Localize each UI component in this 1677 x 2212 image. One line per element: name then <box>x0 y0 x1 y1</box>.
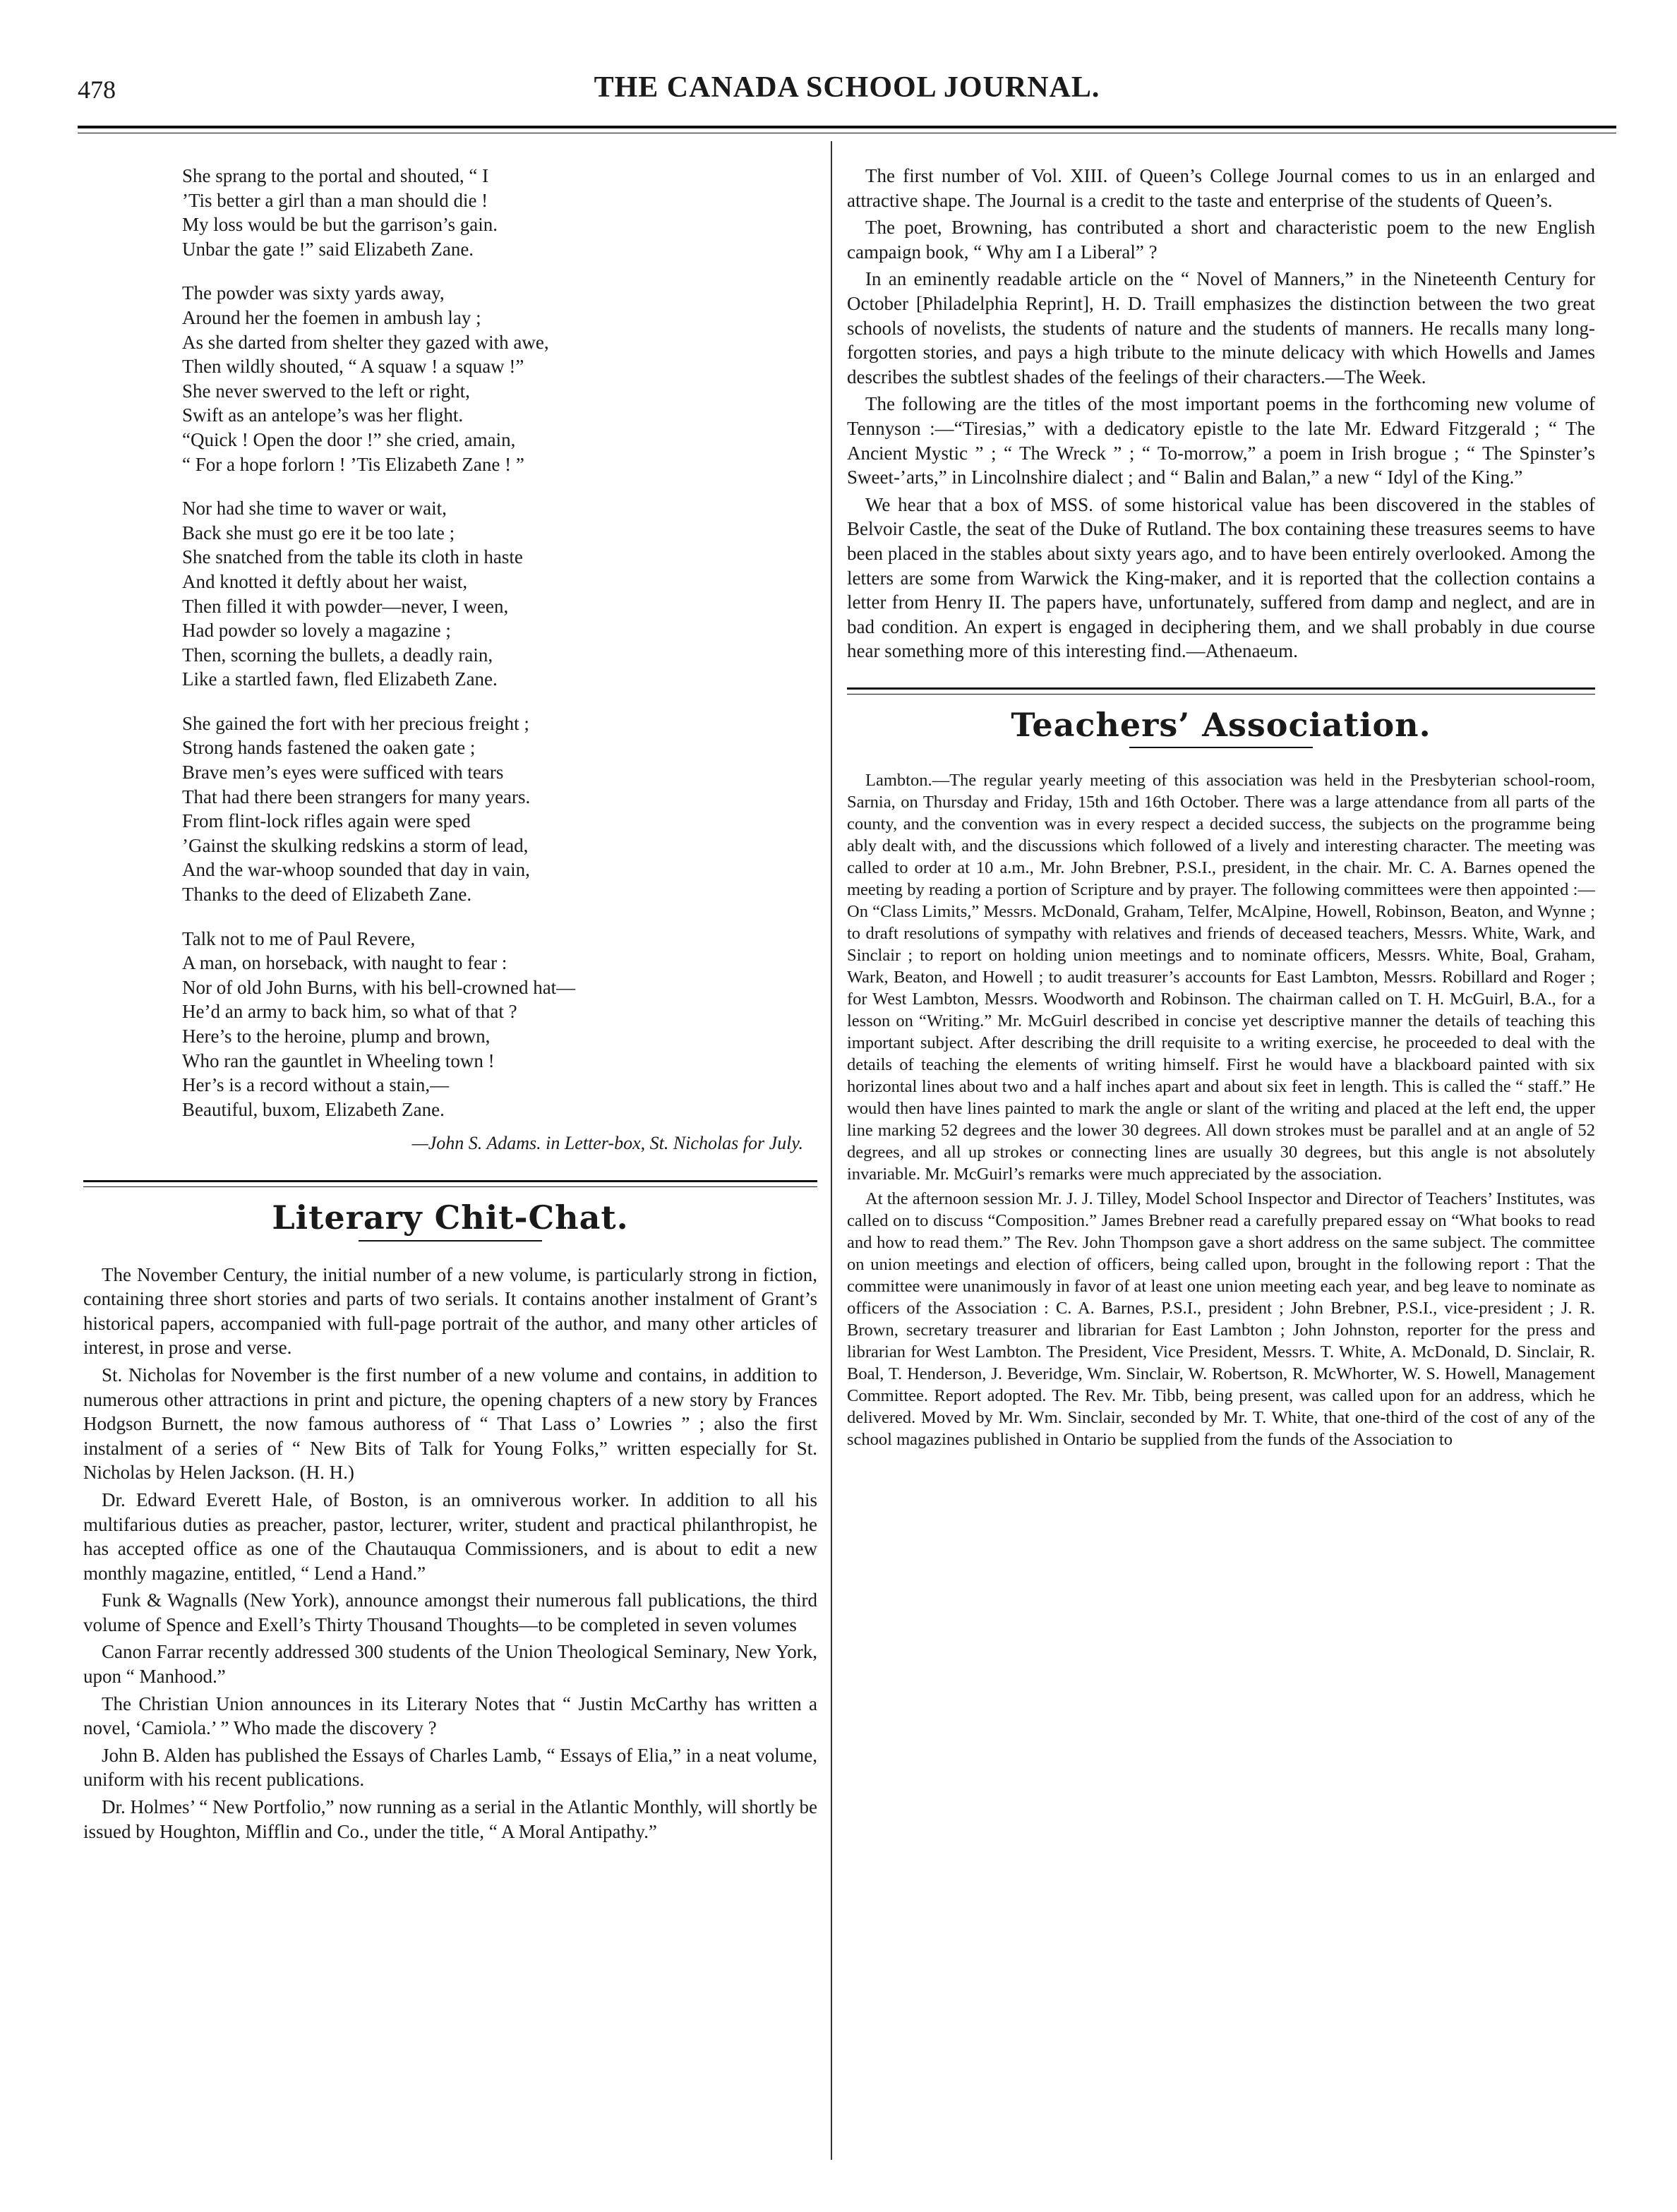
poem-line: The powder was sixty yards away, <box>182 282 445 304</box>
poem-stanza <box>182 164 817 261</box>
right-column <box>847 164 1595 1453</box>
title-underline <box>359 1240 542 1242</box>
poem-line: A man, on horseback, with naught to fear : <box>182 952 507 974</box>
note-paragraph: In an eminently readable article on the “ Novel of Manners,” in the Nineteenth Century for October [Philadelphia Reprint], H. D. Traill emphasizes the distinction between the two great schools of novelists, the students of nature and the students of manners. He recalls many long-forgotten stories, and pays a high tribute to the minute delicacy with which Howells and James describes the subtlest shades of the feelings of their characters.—The Week. <box>847 268 1595 387</box>
poem-line: Then, scorning the bullets, a deadly rain, <box>182 644 493 666</box>
poem-line: Her’s is a record without a stain,— <box>182 1074 450 1096</box>
poem-line: Back she must go ere it be too late ; <box>182 522 455 543</box>
section-rule <box>83 1180 817 1182</box>
poem-line: From flint-lock rifles again were sped <box>182 810 471 832</box>
literary-paragraph: The November Century, the initial number of a new volume, is particularly strong in fiction, containing three short stories and parts of two serials. It contains another instalment of Grant’s historical papers, accompanied with full-page portrait of the author, and many other articles of interest, in prose and verse. <box>83 1263 817 1359</box>
poem-line: Had powder so lovely a magazine ; <box>182 620 451 642</box>
page-number: 478 <box>78 76 116 104</box>
poem <box>83 164 817 1156</box>
poem-line: As she darted from shelter they gazed with awe, <box>182 331 549 353</box>
poem-line: Who ran the gauntlet in Wheeling town ! <box>182 1050 495 1071</box>
poem-line: Unbar the gate !” said Elizabeth Zane. <box>182 238 474 260</box>
teachers-section-title: Teachers’ Association. <box>1011 705 1431 744</box>
poem-line: She gained the fort with her precious freight ; <box>182 712 529 734</box>
literary-paragraph: The Christian Union announces in its Literary Notes that “ Justin McCarthy has written a novel, ‘Camiola.’ ” Who made the discovery ? <box>83 1693 817 1739</box>
header-rule <box>78 126 1616 128</box>
literary-paragraph: John B. Alden has published the Essays of Charles Lamb, “ Essays of Elia,” in a neat volume, uniform with his recent publications. <box>83 1744 817 1791</box>
poem-credit: —John S. Adams. in Letter-box, St. Nicholas for July. <box>411 1133 803 1154</box>
poem-line: That had there been strangers for many years. <box>182 786 531 807</box>
poem-line: ’Gainst the skulking redskins a storm of lead, <box>182 834 529 856</box>
literary-paragraph: Funk & Wagnalls (New York), announce amongst their numerous fall publications, the third volume of Spence and Exell’s Thirty Thousand Thoughts—to be completed in seven volumes <box>83 1589 817 1635</box>
literary-paragraph: Dr. Edward Everett Hale, of Boston, is an omniverous worker. In addition to all his multifarious duties as preacher, pastor, lecturer, writer, student and practical philanthropist, he has accepted office as one of the Chautauqua Commissioners, and is about to edit a new monthly magazine, entitled, “ Lend a Hand.” <box>83 1489 817 1584</box>
poem-line: Beautiful, buxom, Elizabeth Zane. <box>182 1098 445 1120</box>
poem-line: She never swerved to the left or right, <box>182 380 470 402</box>
poem-line: Here’s to the heroine, plump and brown, <box>182 1026 491 1047</box>
note-paragraph: The first number of Vol. XIII. of Queen’s College Journal comes to us in an enlarged and attractive shape. The Journal is a credit to the taste and enterprise of the students of Queen’s. <box>847 165 1595 211</box>
poem-line: Talk not to me of Paul Revere, <box>182 927 416 949</box>
notes-section <box>847 164 1595 663</box>
note-paragraph: The poet, Browning, has contributed a short and characteristic poem to the new English campaign book, “ Why am I a Liberal” ? <box>847 217 1595 263</box>
poem-line: Swift as an antelope’s was her flight. <box>182 404 464 426</box>
poem-line: She snatched from the table its cloth in haste <box>182 546 523 568</box>
note-paragraph: The following are the titles of the most important poems in the forthcoming new volume of Tennyson :—“Tiresias,” with a dedicatory epistle to the late Mr. Edward Fitzgerald ; “ The Ancient Mystic ” ; “ The Wreck ” ; “ To-morrow,” a poem in Irish brogue ; “ The Spinster’s Sweet-’arts,” in Lincolnshire dialect ; and “ Balin and Balan,” a new “ Idyl of the King.” <box>847 393 1595 488</box>
poem-line: She sprang to the portal and shouted, “ I <box>182 165 489 186</box>
poem-line: Then filled it with powder—never, I ween, <box>182 595 509 617</box>
note-paragraph: We hear that a box of MSS. of some historical value has been discovered in the stables of Belvoir Castle, the seat of the Duke of Rutland. The box containing these treasures seems to have been placed in the stables about sixty years ago, and to have been entirely overlooked. Among the letters are some from Warwick the King-maker, and it is reported that the collection contains a letter from Henry II. The papers have, unfortunately, suffered from damp and neglect, and are in bad condition. An expert is engaged in deciphering them, and we shall probably in due course hear something more of this interesting find.—Athenaeum. <box>847 493 1595 662</box>
journal-title: THE CANADA SCHOOL JOURNAL. <box>594 71 1100 104</box>
page-header <box>78 71 1616 113</box>
literary-section <box>83 1263 817 1844</box>
poem-line: Strong hands fastened the oaken gate ; <box>182 737 476 759</box>
poem-line: He’d an army to back him, so what of that ? <box>182 1001 517 1023</box>
left-column <box>83 164 817 1846</box>
poem-line: And the war-whoop sounded that day in vain, <box>182 859 530 881</box>
literary-paragraph: Dr. Holmes’ “ New Portfolio,” now running as a serial in the Atlantic Monthly, will shortly be issued by Houghton, Mifflin and Co., under the title, “ A Moral Antipathy.” <box>83 1796 817 1842</box>
poem-line: Thanks to the deed of Elizabeth Zane. <box>182 884 472 906</box>
section-rule-thin <box>83 1186 817 1187</box>
literary-paragraph: Canon Farrar recently addressed 300 students of the Union Theological Seminary, New York, upon “ Manhood.” <box>83 1641 817 1688</box>
title-underline <box>1129 747 1313 748</box>
section-rule-thin <box>847 694 1595 695</box>
section-rule <box>847 687 1595 690</box>
poem-stanza <box>182 711 817 907</box>
poem-line: Nor of old John Burns, with his bell-crowned hat— <box>182 976 576 998</box>
poem-stanza <box>182 281 817 476</box>
poem-line: Around her the foemen in ambush lay ; <box>182 306 481 328</box>
poem-stanza <box>182 927 817 1122</box>
poem-line: Brave men’s eyes were sufficed with tears <box>182 762 504 783</box>
poem-line: ’Tis better a girl than a man should die ! <box>182 189 488 211</box>
teachers-section <box>847 769 1595 1450</box>
poem-line: Then wildly shouted, “ A squaw ! a squaw !” <box>182 356 524 378</box>
teachers-paragraph: At the afternoon session Mr. J. J. Tilley, Model School Inspector and Director of Teachers’ Institutes, was called on to discuss “Composition.” James Brebner read a carefully prepared essay on “What books to read and how to read them.” The Rev. John Thompson gave a short address on the same subject. The committee on union meetings and election of officers, being called upon, brought in the following report : That the committee were unanimously in favor of at least one union meeting each year, and beg leave to nominate as officers of the Association : C. A. Barnes, P.S.I., president ; John Brebner, P.S.I., vice-president ; J. R. Brown, secretary treasurer and librarian for East Lambton ; John Johnston, reporter for the press and librarian for West Lambton. The President, Vice President, Messrs. T. White, A. McDonald, D. Sinclair, R. Boal, T. Henderson, J. Beveridge, Wm. Sinclair, W. Robertson, R. McWhorter, W. S. Howell, Management Committee. Report adopted. The Rev. Mr. Tibb, being present, was called upon for an address, which he delivered. Moved by Mr. Wm. Sinclair, seconded by Mr. T. White, that one-third of the cost of any of the school magazines published in Ontario be supplied from the funds of the Association to <box>847 1189 1595 1450</box>
literary-paragraph: St. Nicholas for November is the first number of a new volume and contains, in addition to numerous other attractions in print and picture, the opening chapters of a new story by Frances Hodgson Burnett, the now famous authoress of “ That Lass o’ Lowries ” ; also the first instalment of a series of “ New Bits of Talk for Young Folks,” written especially for St. Nicholas by Helen Jackson. (H. H.) <box>83 1364 817 1484</box>
literary-section-title: Literary Chit-Chat. <box>272 1198 629 1237</box>
poem-stanza <box>182 496 817 692</box>
poem-line: And knotted it deftly about her waist, <box>182 570 468 592</box>
poem-line: “Quick ! Open the door !” she cried, amain, <box>182 428 516 450</box>
poem-line: Nor had she time to waver or wait, <box>182 498 447 519</box>
column-divider <box>831 141 832 2160</box>
poem-line: Like a startled fawn, fled Elizabeth Zane. <box>182 668 498 690</box>
poem-line: My loss would be but the garrison’s gain. <box>182 214 498 236</box>
teachers-paragraph: Lambton.—The regular yearly meeting of this association was held in the Presbyterian school-room, Sarnia, on Thursday and Friday, 15th and 16th October. There was a large attendance from all parts of the county, and the convention was in every respect a decided success, the subjects on the programme being ably dealt with, and the discussions which followed of a lively and interesting character. The meeting was called to order at 10 a.m., Mr. John Brebner, P.S.I., president, in the chair. Mr. C. A. Barnes opened the meeting by reading a portion of Scripture and by prayer. The following committees were then appointed :—On “Class Limits,” Messrs. McDonald, Graham, Telfer, McAlpine, Howell, Robinson, Beaton, and Wynne ; to draft resolutions of sympathy with relatives and friends of deceased teachers, Messrs. White, Wark, and Sinclair ; to report on holding union meetings and to nominate officers, Messrs. White, Boal, Graham, Wark, Beaton, and Howell ; to audit treasurer’s accounts for East Lambton, Messrs. Robillard and Roger ; for West Lambton, Messrs. Woodworth and Robinson. The chairman called on T. H. McGuirl, B.A., for a lesson on “Writing.” Mr. McGuirl described in concise yet descriptive manner the details of teaching this important subject. After describing the drill requisite to a writing exercise, he proceeded to deal with the details of teaching the elements of writing himself. First he would have a blackboard painted with six horizontal lines about two and a half inches apart and about six feet in length. This is called the “ staff.” He would then have lines painted to mark the angle or slant of the writing and placed at the left end, the upper line marking 52 degrees and the lower 30 degrees. All down strokes must be parallel and at an angle of 52 degrees, and all up strokes or connecting lines are usually 30 degrees, but this angle is not absolutely invariable. Mr. McGuirl’s remarks were much appreciated by the association. <box>847 771 1595 1184</box>
poem-line: “ For a hope forlorn ! ’Tis Elizabeth Zane ! ” <box>182 453 524 475</box>
